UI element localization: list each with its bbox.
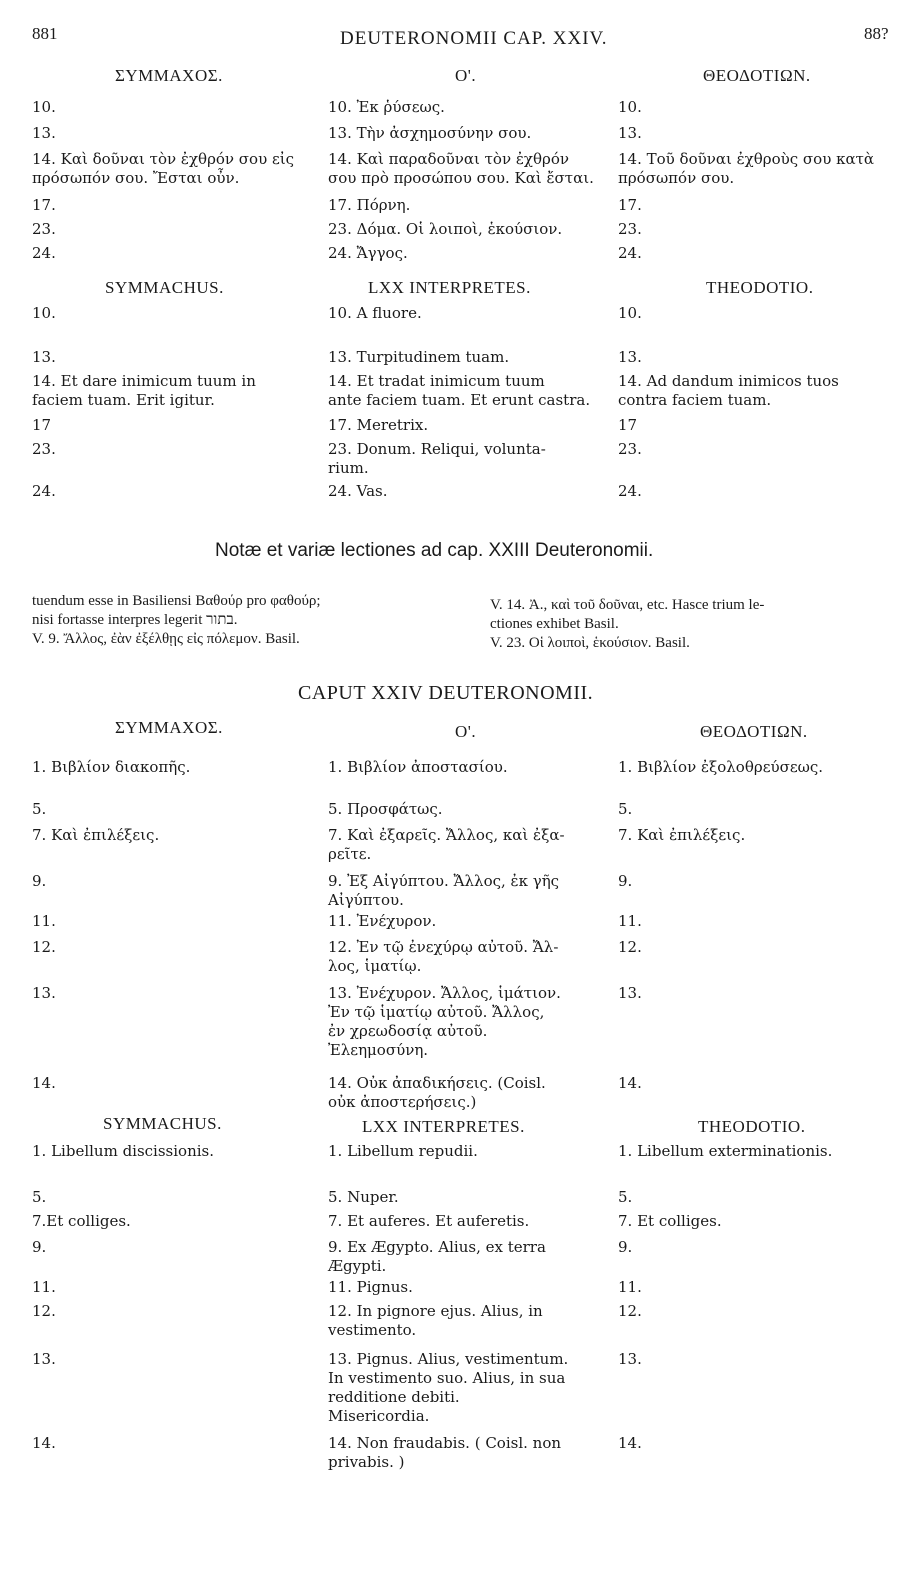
entry-cell (32, 372, 308, 410)
entry-cell (328, 800, 598, 819)
col-head-theodotion-greek: ΘΕΟΔΟΤΙΩΝ. (703, 66, 811, 85)
col-head-theodotion-latin: THEODOTIO. (706, 278, 814, 297)
page-number-left: 881 (32, 24, 58, 43)
entry-line: 5. (32, 800, 47, 818)
note-line: ctiones exhibet Basil. (490, 616, 619, 632)
col-head-lxx-greek-2: Ο'. (455, 722, 477, 741)
entry-line: 1. Libellum exterminationis. (618, 1142, 833, 1160)
entry-line: 13. Pignus. Alius, vestimentum. (328, 1350, 569, 1368)
entry-line: 12. Ἐν τῷ ἐνεχύρῳ αὐτοῦ. Ἄλ- (328, 938, 559, 956)
entry-cell (618, 938, 900, 957)
entry-line: 23. (32, 440, 56, 458)
entry-line: 14. Τοῦ δοῦναι ἐχθροὺς σου κατὰ (618, 150, 875, 168)
entry-cell (328, 1212, 598, 1231)
entry-cell (618, 416, 900, 435)
entry-cell (32, 1142, 308, 1161)
entry-cell (618, 348, 900, 367)
entry-cell (328, 872, 598, 910)
entry-line: 23. (618, 440, 642, 458)
entry-cell (32, 1238, 308, 1257)
entry-line: contra faciem tuam. (618, 391, 772, 409)
entry-line: 24. Vas. (328, 482, 388, 500)
entry-line: ἐν χρεωδοσίᾳ αὐτοῦ. (328, 1022, 488, 1040)
col-head-lxx-latin-2: LXX INTERPRETES. (362, 1117, 525, 1136)
entry-line: 13. (32, 984, 56, 1002)
entry-cell (328, 1350, 598, 1426)
entry-cell (32, 196, 308, 215)
entry-line: vestimento. (328, 1321, 417, 1339)
entry-cell (328, 826, 598, 864)
entry-cell (328, 1434, 598, 1472)
entry-cell (328, 1302, 598, 1340)
entry-cell (328, 244, 598, 263)
entry-line: 23. Δόμα. Οἱ λοιποὶ, ἑκούσιον. (328, 220, 563, 238)
entry-line: 23. Donum. Reliqui, volunta- (328, 440, 546, 458)
entry-line: faciem tuam. Erit igitur. (32, 391, 215, 409)
entry-line: 13. (32, 124, 56, 142)
entry-line: ante faciem tuam. Et erunt castra. (328, 391, 591, 409)
entry-cell (328, 220, 598, 239)
entry-cell (618, 440, 900, 459)
entry-cell (618, 150, 900, 188)
entry-cell (618, 482, 900, 501)
entry-line: 5. (618, 1188, 633, 1206)
entry-cell (328, 196, 598, 215)
entry-line: 24. (618, 244, 642, 262)
entry-cell (32, 220, 308, 239)
entry-line: Ἐν τῷ ἱματίῳ αὐτοῦ. Ἄλλος, (328, 1003, 545, 1021)
entry-line: Αἰγύπτου. (328, 891, 404, 909)
notes-left-column (32, 592, 321, 649)
entry-line: σου πρὸ προσώπου σου. Καὶ ἔσται. (328, 169, 594, 187)
entry-line: 10. Ἐκ ῥύσεως. (328, 98, 445, 116)
entry-line: 10. (618, 304, 642, 322)
entry-line: 14. (618, 1074, 642, 1092)
entry-cell (32, 1278, 308, 1297)
entry-line: 11. Pignus. (328, 1278, 413, 1296)
entry-cell (618, 1074, 900, 1093)
entry-cell (32, 826, 308, 845)
entry-line: 7. Καὶ ἐξαρεῖς. Ἄλλος, καὶ ἐξα- (328, 826, 565, 844)
entry-cell (618, 124, 900, 143)
entry-line: 24. (32, 482, 56, 500)
entry-cell (328, 304, 598, 323)
entry-cell (32, 1434, 308, 1453)
col-head-symmachus-latin: SYMMACHUS. (105, 278, 224, 297)
entry-cell (32, 1074, 308, 1093)
entry-cell (618, 1142, 900, 1161)
col-head-symmachus-greek-2: ΣΥΜΜΑΧΟΣ. (115, 718, 223, 737)
entry-cell (32, 1212, 308, 1231)
entry-line: 13. (32, 1350, 56, 1368)
entry-line: πρόσωπόν σου. Ἔσται οὖν. (32, 169, 240, 187)
entry-line: 24. Ἄγγος. (328, 244, 408, 262)
entry-line: 14. (32, 1074, 56, 1092)
entry-cell (32, 244, 308, 263)
entry-cell (328, 372, 598, 410)
entry-cell (618, 372, 900, 410)
note-line: V. 14. Ἀ., καὶ τοῦ δοῦναι, etc. Hasce trium le- (490, 597, 765, 613)
entry-line: 13. (618, 1350, 642, 1368)
entry-line: 1. Βιβλίον ἐξολοθρεύσεως. (618, 758, 823, 776)
entry-cell (328, 1142, 598, 1161)
entry-line: 17 (618, 416, 638, 434)
entry-cell (32, 984, 308, 1003)
note-line: nisi fortasse interpres legerit בתור. (32, 612, 238, 628)
entry-cell (32, 758, 308, 777)
entry-line: πρόσωπόν σου. (618, 169, 735, 187)
entry-line: 5. Nuper. (328, 1188, 399, 1206)
entry-line: 9. (618, 1238, 633, 1256)
entry-line: 23. (618, 220, 642, 238)
entry-line: In vestimento suo. Alius, in sua (328, 1369, 566, 1387)
entry-line: 7. Et auferes. Et auferetis. (328, 1212, 530, 1230)
entry-line: 12. (32, 1302, 56, 1320)
entry-cell (618, 1188, 900, 1207)
col-head-lxx-greek: Ο'. (455, 66, 477, 85)
entry-line: 14. Non fraudabis. ( Coisl. non (328, 1434, 562, 1452)
entry-cell (32, 1350, 308, 1369)
entry-line: 17 (32, 416, 52, 434)
entry-cell (618, 1238, 900, 1257)
entry-line: 17. Πόρνη. (328, 196, 411, 214)
entry-cell (32, 304, 308, 323)
entry-cell (32, 150, 308, 188)
entry-line: 9. (32, 1238, 47, 1256)
entry-cell (618, 196, 900, 215)
notes-right-column (490, 596, 764, 653)
entry-line: 1. Libellum discissionis. (32, 1142, 215, 1160)
entry-line: 13. Τὴν ἀσχημοσύνην σου. (328, 124, 532, 142)
entry-cell (618, 912, 900, 931)
page-number-right: 88? (864, 24, 889, 43)
entry-cell (618, 304, 900, 323)
entry-cell (328, 912, 598, 931)
entry-line: 14. Et tradat inimicum tuum (328, 372, 545, 390)
entry-line: 13. (32, 348, 56, 366)
entry-line: 5. (32, 1188, 47, 1206)
entry-cell (32, 1188, 308, 1207)
entry-line: 17. (32, 196, 56, 214)
col-head-theodotion-greek-2: ΘΕΟΔΟΤΙΩΝ. (700, 722, 808, 741)
entry-cell (618, 1350, 900, 1369)
entry-line: 14. (32, 1434, 56, 1452)
col-head-symmachus-latin-2: SYMMACHUS. (103, 1114, 222, 1133)
note-line: V. 9. Ἄλλος, ἐὰν ἐξέλθῃς εἰς πόλεμον. Basil. (32, 631, 300, 647)
entry-cell (32, 98, 308, 117)
entry-line: 11. (618, 1278, 642, 1296)
entry-line: 14. Ad dandum inimicos tuos (618, 372, 839, 390)
entry-cell (32, 912, 308, 931)
entry-line: 11. Ἐνέχυρον. (328, 912, 437, 930)
entry-cell (328, 1278, 598, 1297)
entry-line: 9. (618, 872, 633, 890)
entry-line: 17. Meretrix. (328, 416, 429, 434)
entry-cell (618, 872, 900, 891)
col-head-theodotion-latin-2: THEODOTIO. (698, 1117, 806, 1136)
entry-line: 1. Libellum repudii. (328, 1142, 478, 1160)
entry-line: Ægypti. (328, 1257, 387, 1275)
entry-cell (328, 1238, 598, 1276)
entry-line: Ἐλεημοσύνη. (328, 1041, 429, 1059)
entry-cell (328, 1074, 598, 1112)
col-head-symmachus-greek: ΣΥΜΜΑΧΟΣ. (115, 66, 223, 85)
entry-cell (618, 220, 900, 239)
entry-line: 13. Turpitudinem tuam. (328, 348, 510, 366)
entry-line: 7.Et colliges. (32, 1212, 131, 1230)
entry-line: 7. Καὶ ἐπιλέξεις. (32, 826, 160, 844)
entry-line: ρεῖτε. (328, 845, 372, 863)
entry-cell (618, 1302, 900, 1321)
entry-line: 13. (618, 348, 642, 366)
entry-cell (32, 440, 308, 459)
running-title: DEUTERONOMII CAP. XXIV. (340, 28, 608, 49)
entry-cell (328, 440, 598, 478)
entry-line: 9. Ex Ægypto. Alius, ex terra (328, 1238, 546, 1256)
entry-cell (32, 938, 308, 957)
entry-line: 24. (618, 482, 642, 500)
entry-cell (618, 1278, 900, 1297)
entry-line: Misericordia. (328, 1407, 430, 1425)
entry-line: 9. (32, 872, 47, 890)
entry-line: 1. Βιβλίον διακοπῆς. (32, 758, 191, 776)
entry-line: 10. (32, 98, 56, 116)
entry-line: rium. (328, 459, 369, 477)
entry-cell (328, 98, 598, 117)
entry-line: 11. (32, 912, 56, 930)
entry-cell (32, 1302, 308, 1321)
entry-line: 10. (618, 98, 642, 116)
entry-cell (618, 758, 900, 777)
entry-cell (328, 482, 598, 501)
entry-line: privabis. ) (328, 1453, 405, 1471)
entry-cell (32, 872, 308, 891)
entry-line: 14. Οὐκ ἀπαδικήσεις. (Coisl. (328, 1074, 546, 1092)
note-line: V. 23. Οἱ λοιποὶ, ἑκούσιον. Basil. (490, 635, 690, 651)
entry-cell (328, 758, 598, 777)
entry-line: 12. In pignore ejus. Alius, in (328, 1302, 543, 1320)
entry-line: 24. (32, 244, 56, 262)
entry-cell (32, 482, 308, 501)
entry-cell (618, 800, 900, 819)
entry-line: 12. (618, 1302, 642, 1320)
entry-line: 14. Καὶ παραδοῦναι τὸν ἐχθρόν (328, 150, 569, 168)
entry-cell (328, 938, 598, 976)
entry-line: 12. (32, 938, 56, 956)
entry-line: redditione debiti. (328, 1388, 460, 1406)
entry-line: 5. (618, 800, 633, 818)
entry-cell (618, 244, 900, 263)
entry-line: 17. (618, 196, 642, 214)
entry-cell (32, 124, 308, 143)
entry-line: 14. Et dare inimicum tuum in (32, 372, 256, 390)
entry-cell (618, 98, 900, 117)
entry-line: 13. (618, 984, 642, 1002)
notes-title: Notæ et variæ lectiones ad cap. XXIII Deuteronomii. (215, 540, 654, 561)
entry-line: 13. Ἐνέχυρον. Ἄλλος, ἱμάτιον. (328, 984, 561, 1002)
entry-line: 14. (618, 1434, 642, 1452)
entry-cell (618, 1434, 900, 1453)
entry-cell (328, 150, 598, 188)
entry-cell (618, 1212, 900, 1231)
entry-cell (32, 348, 308, 367)
entry-cell (328, 348, 598, 367)
entry-line: 23. (32, 220, 56, 238)
entry-cell (32, 416, 308, 435)
entry-cell (618, 984, 900, 1003)
entry-line: 14. Καὶ δοῦναι τὸν ἐχθρόν σου εἰς (32, 150, 295, 168)
entry-line: 13. (618, 124, 642, 142)
entry-line: 7. Et colliges. (618, 1212, 722, 1230)
chapter-heading: CAPUT XXIV DEUTERONOMII. (298, 682, 594, 704)
entry-cell (618, 826, 900, 845)
entry-line: οὐκ ἀποστερήσεις.) (328, 1093, 477, 1111)
entry-cell (328, 1188, 598, 1207)
entry-line: 9. Ἐξ Αἰγύπτου. Ἄλλος, ἐκ γῆς (328, 872, 560, 890)
entry-line: 7. Καὶ ἐπιλέξεις. (618, 826, 746, 844)
entry-cell (328, 984, 598, 1060)
entry-cell (328, 124, 598, 143)
entry-line: 11. (32, 1278, 56, 1296)
entry-line: 11. (618, 912, 642, 930)
entry-cell (32, 800, 308, 819)
entry-line: 12. (618, 938, 642, 956)
col-head-lxx-latin: LXX INTERPRETES. (368, 278, 531, 297)
entry-line: λος, ἱματίῳ. (328, 957, 422, 975)
note-line: tuendum esse in Basiliensi Βαθούρ pro φαθούρ; (32, 593, 321, 609)
entry-cell (328, 416, 598, 435)
entry-line: 1. Βιβλίον ἀποστασίου. (328, 758, 508, 776)
entry-line: 10. (32, 304, 56, 322)
entry-line: 10. A fluore. (328, 304, 422, 322)
entry-line: 5. Προσφάτως. (328, 800, 443, 818)
